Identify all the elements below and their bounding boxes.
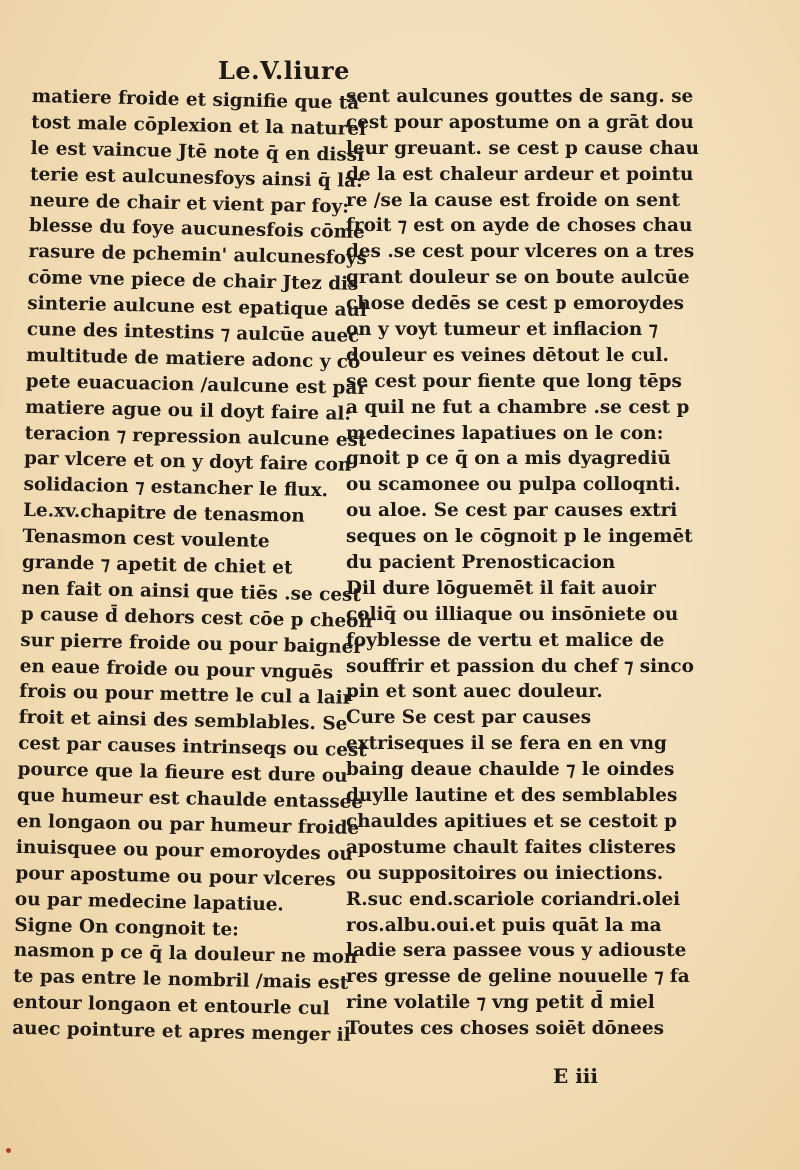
left-column-line: pour apostume ou pour vlceres <box>15 862 336 891</box>
left-column-line: cōme vne piece de chair Jtez dis <box>27 267 359 296</box>
right-column-line: res gresse de geline nouuelle ⁊ fa <box>346 966 690 988</box>
right-column-line: seques on le cōgnoit p le ingemēt <box>346 526 693 548</box>
right-column-line: pin et sont auec douleur. <box>346 681 603 703</box>
right-column-line: rine volatile ⁊ vng petit d̄ miel <box>346 992 655 1014</box>
left-column-line: par vlcere et on y doyt faire con <box>23 448 352 477</box>
left-column-line: tost male cōplexion et la naturel <box>30 111 367 140</box>
left-column-line: en eaue froide ou pour vnguēs <box>19 655 334 684</box>
right-column-line: froit ⁊ est on ayde de choses chau <box>346 215 693 237</box>
left-column-line: frois ou pour mettre le cul a lair <box>19 681 353 710</box>
right-column-line: ros.albu.oui.et puis quāt la ma <box>346 914 662 936</box>
right-column-line: sent aulcunes gouttes de sang. se <box>346 86 694 107</box>
right-column-line: leur greuant. se cest p cause chau <box>346 137 700 159</box>
left-column-line: matiere froide et signifie que tā <box>31 85 360 114</box>
left-column-line: cune des intestins ⁊ aulcūe auec <box>26 318 360 347</box>
left-column-line: teracion ⁊ repression aulcune est <box>24 422 367 451</box>
left-column-line: sur pierre froide ou pour baigner <box>20 629 364 658</box>
left-column-line: neure de chair et vient par foy: <box>29 189 350 218</box>
right-column-line: de la est chaleur ardeur et pointu <box>346 163 694 185</box>
right-column-line: on y voyt tumeur et inflacion ⁊ <box>346 319 658 341</box>
left-column-line: matiere ague ou il doyt faire al: <box>25 396 352 425</box>
right-column-line: baing deaue chaulde ⁊ le oindes <box>346 759 675 781</box>
left-column-line: que humeur est chaulde entassee <box>16 784 364 814</box>
left-column-line: froit et ainsi des semblables. Se <box>18 707 348 736</box>
left-column-line: Tenasmon cest voulente <box>22 526 270 553</box>
right-column-line: ou aloe. Se cest par causes extri <box>346 500 678 522</box>
right-column-line: a quil ne fut a chambre .se cest p <box>346 396 690 418</box>
right-column-line: medecines lapatiues on le con: <box>346 422 664 444</box>
right-column-line: extriseques il se fera en en vng <box>346 733 667 755</box>
right-column-line: re /se la cause est froide on sent <box>346 189 680 211</box>
running-head: Le.V.liure <box>218 56 350 85</box>
right-column-line: ladie sera passee vous y adiouste <box>346 940 687 962</box>
right-column-line: Dil dure lōguemēt il fait auoir <box>346 577 656 599</box>
right-column-line: coliq̄ ou illiaque ou insōniete ou <box>346 603 679 625</box>
left-column-line: auec pointure et apres menger il <box>11 1017 351 1046</box>
right-column-line: cest pour apostume on a grāt dou <box>346 111 694 133</box>
left-column-line: entour longaon et entourle cul <box>12 991 330 1020</box>
left-column-line: terie est aulcunesfoys ainsi q̄ la: <box>29 163 364 192</box>
left-column-line: pete euacuacion /aulcune est par <box>25 370 368 399</box>
left-column-line: solidacion ⁊ estancher le flux. <box>23 474 329 502</box>
left-column-line: Signe On congnoit te: <box>14 914 240 941</box>
left-column-line: te pas entre le nombril /mais est <box>13 966 349 995</box>
right-column-line: douleur es veines dētout le cul. <box>346 344 669 366</box>
left-column-line: grande ⁊ apetit de chiet et <box>21 551 293 579</box>
right-column-line: duylle lautine et des semblables <box>346 785 678 807</box>
left-column-line: multitude de matiere adonc y cō <box>26 344 361 373</box>
right-column-line: chose dedēs se cest p emoroydes <box>346 293 685 315</box>
ink-stain <box>6 1148 11 1153</box>
left-column-line: inuisquee ou pour emoroydes ou <box>15 836 353 865</box>
right-column-line: Cure Se cest par causes <box>346 707 592 729</box>
left-column-line: pource que la fieure est dure ou <box>17 759 348 787</box>
right-column-line: se cest pour fiente que long tēps <box>346 370 682 392</box>
right-column-line: des .se cest pour vlceres on a tres <box>346 241 695 263</box>
right-column-line: chauldes apitiues et se cestoit p <box>346 810 678 832</box>
right-column-line: foyblesse de vertu et malice de <box>346 629 665 651</box>
left-column-line: rasure de pchemin' aulcunesfoys <box>28 241 368 270</box>
right-column-line: du pacient Prenosticacion <box>346 552 616 574</box>
left-column-line: blesse du foye aucunesfois cōme <box>28 215 365 244</box>
left-column <box>11 84 376 1048</box>
signature-mark: E iii <box>553 1064 598 1088</box>
right-column-line: souffrir et passion du chef ⁊ sinco <box>346 655 694 677</box>
left-column-line: en longaon ou par humeur froide <box>16 810 360 839</box>
left-column-line: p cause d̄ dehors cest cōe p cheoir <box>20 603 376 633</box>
right-column-line: apostume chault faites clisteres <box>346 836 676 858</box>
right-column-line: ou scamonee ou pulpa colloqnti. <box>346 474 681 496</box>
right-column-line: R.suc end.scariole coriandri.olei <box>346 888 681 910</box>
left-column-line: nasmon p ce q̄ la douleur ne mon <box>13 940 358 969</box>
left-column-line: cest par causes intrinseqs ou cest <box>17 733 367 762</box>
left-column-line: le est vaincue Jtē note q̄ en dissi <box>30 137 365 166</box>
right-column-line: grant douleur se on boute aulcūe <box>346 267 690 289</box>
right-column-line: Toutes ces choses soiēt dōnees <box>346 1018 664 1040</box>
left-column-line: nen fait on ainsi que tiēs .se cest <box>21 577 362 606</box>
right-column <box>346 84 700 1042</box>
left-column-line: ou par medecine lapatiue. <box>14 888 285 916</box>
left-column-line: Le.xv.chapitre de tenasmon <box>22 500 305 528</box>
right-column-line: ou suppositoires ou iniections. <box>346 862 664 884</box>
right-column-line: gnoit p ce q̄ on a mis dyagrediū <box>346 448 671 470</box>
left-column-line: sinterie aulcune est epatique aul <box>27 293 368 322</box>
